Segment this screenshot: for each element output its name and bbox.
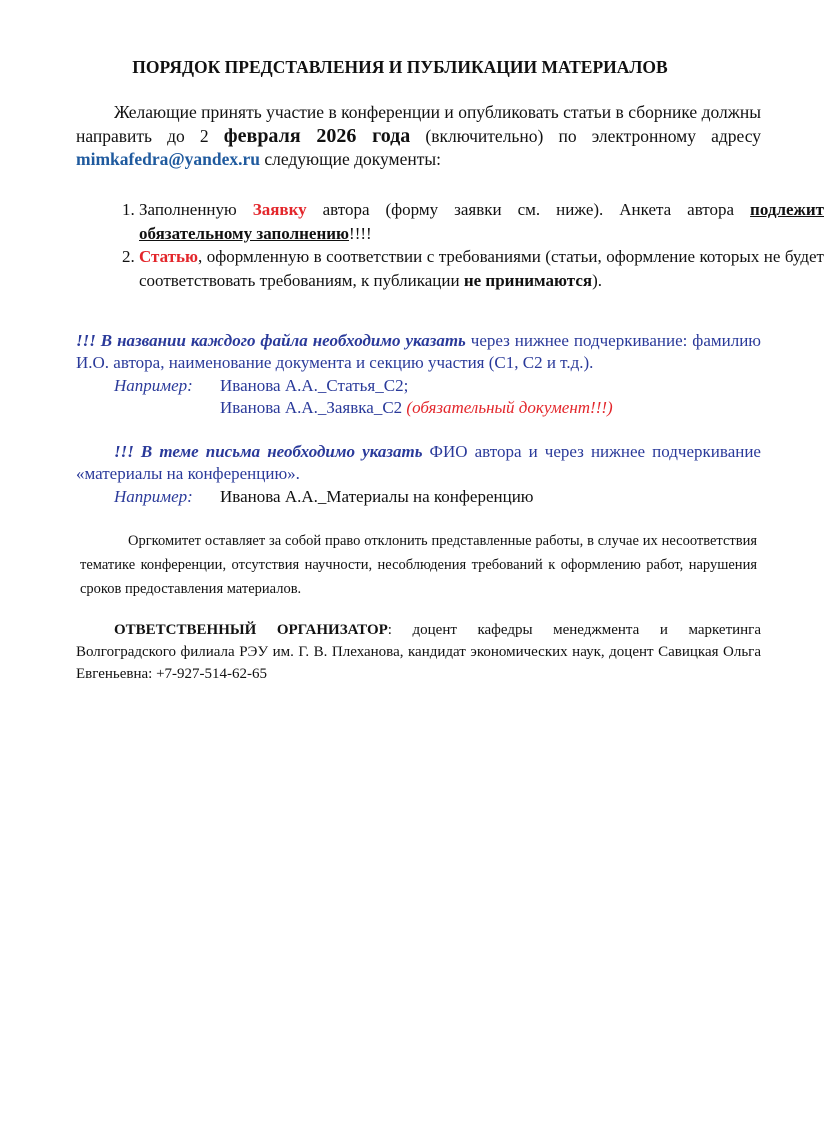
requirement-item-application — [139, 198, 824, 245]
organizer-details: доцент кафедры менеджмента и маркетинга Волгоградского филиала РЭУ им. Г. В. Плеханова, кандидат экономических наук, доцент Савицкая Ольга Евгеньевна: +7-927-514-62-65 — [76, 622, 761, 682]
subject-example-row — [114, 486, 193, 508]
responsible-organizer — [76, 619, 761, 685]
intro-paragraph — [76, 101, 761, 172]
mandatory-emphasis: подлежит обязательному заполнению — [139, 200, 824, 243]
committee-notice: Оргкомитет оставляет за собой право отклонить представленные работы, в случае их несоответствия тематике конференции, отсутствия научности, несоблюдения требований к оформлению работ, нарушения сроков предоставления материалов. — [80, 533, 757, 597]
subject-example — [220, 486, 534, 508]
example-label: Например: — [114, 487, 193, 506]
requirement-text: Заполненную — [139, 200, 253, 219]
organizer-label: ОТВЕТСТВЕННЫЙ ОРГАНИЗАТОР — [114, 622, 388, 638]
organizer-colon: : — [387, 622, 392, 638]
file-example-1 — [220, 375, 408, 397]
email-link[interactable]: mimkafedra@yandex.ru — [76, 149, 260, 169]
example-label: Например: — [114, 376, 193, 395]
requirements-list — [76, 198, 824, 292]
mandatory-document-note: (обязательный документ!!!) — [406, 398, 613, 417]
requirement-text: !!!! — [349, 223, 372, 243]
file-naming-emphasis: !!! В названии каждого файла необходимо указать — [76, 331, 466, 350]
email-subject-text: ФИО автора и через нижнее подчеркивание «материалы на конференцию». — [76, 442, 761, 483]
example-subject-line: Иванова А.А._Материалы на конференцию — [220, 487, 534, 506]
requirement-text: ). — [592, 270, 603, 290]
deadline-date: февраля 2026 года — [223, 124, 411, 147]
rejection-emphasis: не принимаются — [463, 270, 593, 290]
file-naming-text: через нижнее подчеркивание: фамилию И.О. автора, наименование документа и секцию участия (С1, С2 и т.д.). — [76, 331, 762, 372]
requirement-item-article — [139, 245, 824, 292]
intro-text-middle: (включительно) по электронному адресу — [410, 125, 762, 146]
email-subject-note — [76, 441, 761, 485]
page-title: ПОРЯДОК ПРЕДСТАВЛЕНИЯ И ПУБЛИКАЦИИ МАТЕРИАЛОВ — [132, 57, 668, 77]
application-keyword: Заявку — [252, 200, 307, 219]
file-naming-note — [76, 330, 761, 374]
article-keyword: Статью — [139, 247, 199, 266]
example-application-filename: Иванова А.А._Заявка_С2 — [220, 398, 403, 417]
intro-text-before: Желающие принять участие в конференции и опубликовать статьи в сборнике должны направить до 2 — [76, 102, 761, 146]
file-example-2 — [220, 397, 613, 419]
intro-text-after: следующие документы: — [259, 149, 442, 169]
example-article-filename: Иванова А.А._Статья_С2; — [220, 376, 409, 395]
requirement-text: автора (форму заявки см. ниже). Анкета автора — [306, 200, 751, 219]
email-subject-emphasis: !!! В теме письма необходимо указать — [114, 442, 423, 461]
requirement-text: , оформленную в соответствии с требованиями (статьи, оформление которых не будет соответствовать требованиям, к публикации — [139, 247, 824, 290]
file-example-row-1 — [114, 375, 193, 397]
